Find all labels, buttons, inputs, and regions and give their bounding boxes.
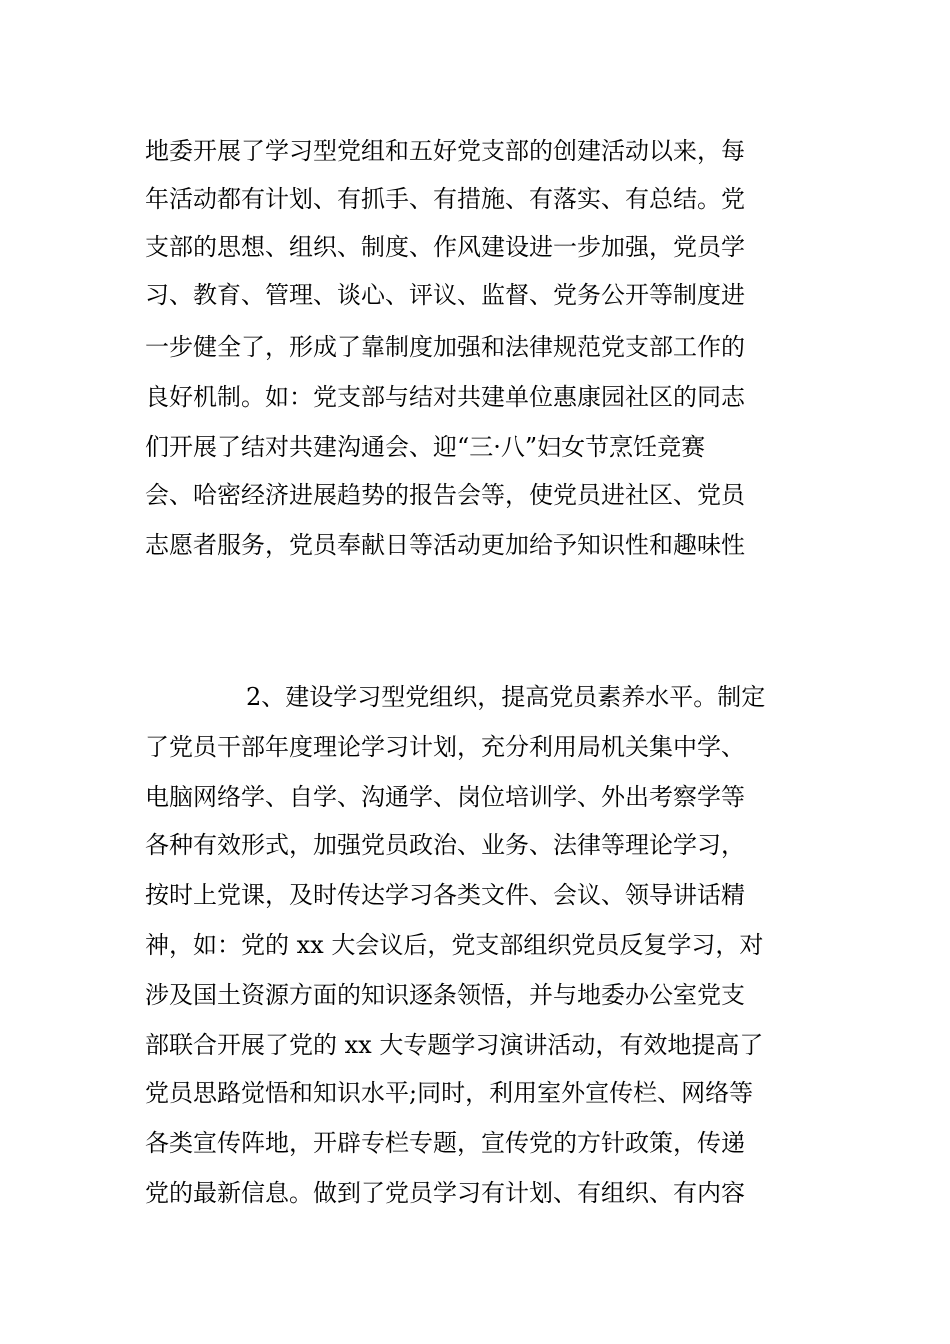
text-line: 会、哈密经济进展趋势的报告会等，使党员进社区、党员: [145, 481, 745, 509]
text-line: 了党员干部年度理论学习计划，充分利用局机关集中学、: [145, 733, 745, 761]
text-line: 2、建设学习型党组织，提高党员素养水平。制定: [246, 683, 766, 711]
text-line: 涉及国土资源方面的知识逐条领悟，并与地委办公室党支: [145, 981, 745, 1009]
text-line: 神，如：党的 xx 大会议后，党支部组织党员反复学习，对: [145, 931, 764, 959]
text-line: 按时上党课，及时传达学习各类文件、会议、领导讲话精: [145, 881, 745, 909]
text-line: 各种有效形式，加强党员政治、业务、法律等理论学习，: [145, 831, 745, 859]
text-line: 良好机制。如：党支部与结对共建单位惠康园社区的同志: [145, 383, 745, 411]
text-line: 党的最新信息。做到了党员学习有计划、有组织、有内容: [145, 1179, 745, 1207]
text-line: 部联合开展了党的 xx 大专题学习演讲活动，有效地提高了: [145, 1031, 764, 1059]
text-line: 们开展了结对共建沟通会、迎“三·八”妇女节烹饪竞赛: [145, 433, 706, 461]
text-line: 支部的思想、组织、制度、作风建设进一步加强，党员学: [145, 233, 745, 261]
text-line: 党员思路觉悟和知识水平;同时，利用室外宣传栏、网络等: [145, 1079, 754, 1107]
text-line: 一步健全了，形成了靠制度加强和法律规范党支部工作的: [145, 333, 745, 361]
text-line: 年活动都有计划、有抓手、有措施、有落实、有总结。党: [145, 185, 745, 213]
text-line: 习、教育、管理、谈心、评议、监督、党务公开等制度进: [145, 281, 745, 309]
text-line: 地委开展了学习型党组和五好党支部的创建活动以来，每: [145, 137, 745, 165]
text-line: 各类宣传阵地，开辟专栏专题，宣传党的方针政策，传递: [145, 1129, 745, 1157]
text-line: 电脑网络学、自学、沟通学、岗位培训学、外出考察学等: [145, 783, 745, 811]
text-line: 志愿者服务，党员奉献日等活动更加给予知识性和趣味性: [145, 531, 745, 559]
